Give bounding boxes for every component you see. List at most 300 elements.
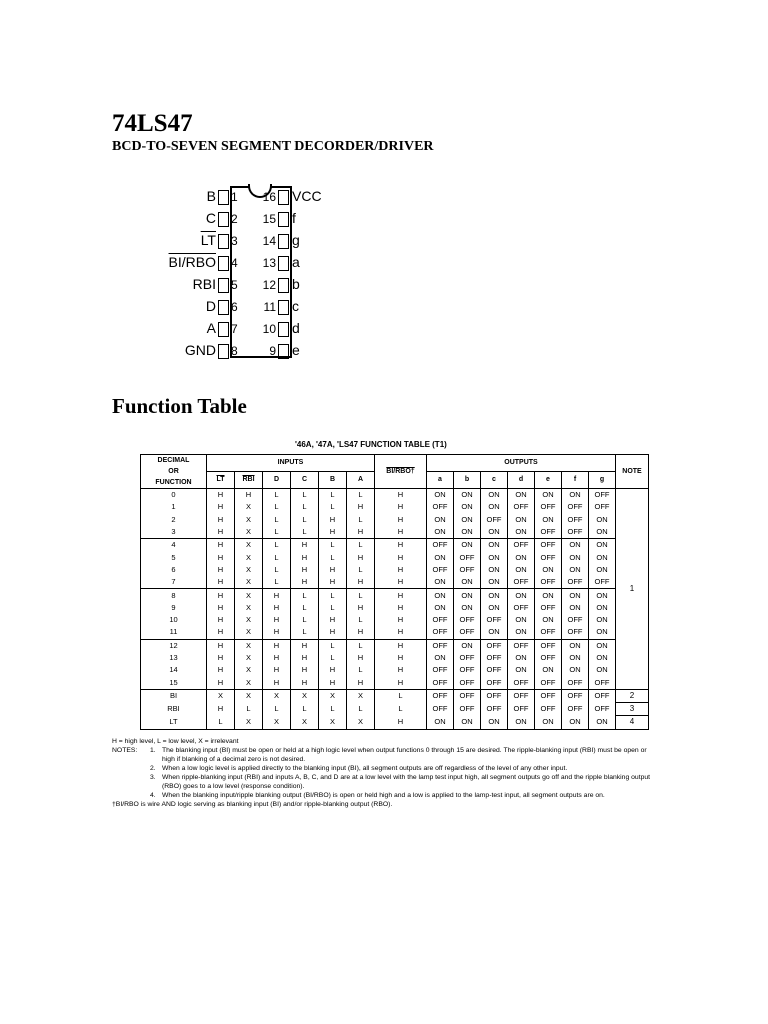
pin-box [278,234,289,249]
table-cell: ON [454,716,481,729]
table-cell: H [291,564,319,576]
pin-label: VCC [292,188,322,204]
bi-rbo-header: BI/RBO† [375,455,427,489]
pin-box [278,322,289,337]
table-cell: X [235,639,263,652]
table-cell: L [347,589,375,602]
table-cell: L [319,489,347,502]
pin-1 [150,188,244,205]
table-row [141,626,649,639]
table-row [141,676,649,689]
pin-box [218,190,229,205]
table-cell: L [263,703,291,716]
column-header: g [589,472,616,489]
column-header: C [291,472,319,489]
notes-label: NOTES: [112,747,138,754]
table-cell: OFF [562,501,589,513]
table-cell: H [291,676,319,689]
table-cell: X [235,514,263,526]
table-cell: ON [481,551,508,563]
table-cell: X [235,716,263,729]
table-cell: OFF [454,564,481,576]
table-cell: ON [589,652,616,664]
page-subtitle: BCD-TO-SEVEN SEGMENT DECORDER/DRIVER [112,139,434,154]
pin-number: 7 [231,322,238,336]
table-cell: OFF [454,676,481,689]
pin-box [278,190,289,205]
note-cell: 1 [616,489,649,690]
table-cell: H [375,602,427,614]
table-cell: ON [481,589,508,602]
pin-9 [258,342,358,359]
table-cell: 2 [141,514,207,526]
table-cell: L [263,526,291,539]
pin-number: 16 [262,190,276,204]
note-item [112,746,657,764]
table-cell: ON [589,614,616,626]
note-text: When ripple-blanking input (RBI) and inputs A, B, C, and D are at a low level with the lamp test input high, all segment outputs go off and the ripple blanking output (RBO) goes to a low level (response condition). [162,774,651,790]
table-cell: 6 [141,564,207,576]
pin-label: e [292,342,300,358]
table-row [141,526,649,539]
table-cell: X [207,689,235,702]
function-table-heading: Function Table [112,394,247,418]
table-cell: ON [481,716,508,729]
table-cell: L [319,501,347,513]
table-cell: OFF [481,664,508,676]
table-cell: OFF [562,526,589,539]
table-cell: OFF [562,514,589,526]
table-cell: X [235,564,263,576]
table-cell: OFF [562,614,589,626]
table-cell: 14 [141,664,207,676]
table-cell: H [207,664,235,676]
table-cell: OFF [454,614,481,626]
column-header: $\overline{RBI}$ [235,472,263,489]
table-cell: H [207,703,235,716]
table-cell: ON [427,589,454,602]
pin-number: 2 [231,212,238,226]
function-table-title: '46A, '47A, 'LS47 FUNCTION TABLE (T1) [295,440,447,449]
table-cell: L [263,514,291,526]
pin-8 [150,342,244,359]
table-cell: 4 [141,539,207,552]
table-row [141,514,649,526]
table-cell: H [375,716,427,729]
note-header: NOTE [616,455,649,489]
table-cell: ON [508,489,535,502]
table-cell: H [347,602,375,614]
table-row [141,539,649,552]
table-cell: L [347,489,375,502]
table-cell: OFF [454,652,481,664]
table-cell: L [291,514,319,526]
column-header: D [263,472,291,489]
column-header: f [562,472,589,489]
table-cell: ON [481,539,508,552]
table-cell: ON [427,652,454,664]
table-cell: X [235,589,263,602]
table-cell: OFF [481,652,508,664]
pin-label: D [205,298,216,314]
table-cell: 7 [141,576,207,589]
table-cell: H [375,664,427,676]
table-cell: H [375,514,427,526]
note-text: The blanking input (BI) must be open or held at a high logic level when output functions 0 through 15 are desired. The ripple-blanking input (RBI) must be open or high if blanking of a decimal zero is not desired. [162,747,647,763]
table-cell: H [375,489,427,502]
table-cell: OFF [427,539,454,552]
table-cell: H [375,652,427,664]
table-cell: OFF [562,576,589,589]
table-cell: H [207,526,235,539]
table-row [141,664,649,676]
table-cell: H [347,526,375,539]
table-cell: L [319,602,347,614]
pin-5 [150,276,244,293]
pin-number: 5 [231,278,238,292]
table-cell: OFF [427,676,454,689]
table-cell: ON [562,564,589,576]
table-row [141,589,649,602]
table-cell: ON [589,539,616,552]
table-cell: X [235,551,263,563]
table-cell: ON [454,501,481,513]
table-cell: H [291,576,319,589]
table-cell: OFF [508,689,535,702]
table-cell: OFF [427,689,454,702]
table-row [141,614,649,626]
table-cell: X [235,602,263,614]
table-cell: OFF [535,676,562,689]
table-cell: X [235,526,263,539]
table-cell: OFF [427,501,454,513]
note-text: When a low logic level is applied directly to the blanking input (BI), all segment outputs are off regardless of the level of any other input. [162,765,568,772]
table-cell: L [347,614,375,626]
pin-label: RBI [192,276,216,292]
pin-7 [150,320,244,337]
table-cell: ON [589,564,616,576]
table-cell: OFF [589,576,616,589]
table-cell: OFF [508,539,535,552]
table-cell: X [263,716,291,729]
table-cell: 15 [141,676,207,689]
table-cell: L [263,489,291,502]
table-cell: H [207,676,235,689]
table-cell: OFF [508,676,535,689]
table-cell: H [207,514,235,526]
table-cell: H [319,514,347,526]
table-cell: OFF [535,689,562,702]
table-row [141,652,649,664]
table-cell: X [235,626,263,639]
table-cell: H [207,501,235,513]
table-cell: ON [562,652,589,664]
table-cell: OFF [454,689,481,702]
table-cell: H [263,626,291,639]
table-cell: H [375,539,427,552]
table-cell: OFF [427,614,454,626]
table-cell: H [263,614,291,626]
table-cell: H [375,564,427,576]
table-cell: OFF [535,626,562,639]
table-cell: L [347,703,375,716]
pin-box [218,212,229,227]
table-cell: OFF [535,501,562,513]
table-cell: L [319,551,347,563]
table-cell: ON [508,564,535,576]
pin-label: $\overline{LT}$ [200,232,216,248]
table-cell: OFF [508,703,535,716]
table-cell: H [375,676,427,689]
table-cell: H [291,652,319,664]
note-item [112,764,657,773]
table-cell: ON [535,589,562,602]
table-cell: 13 [141,652,207,664]
pin-box [278,344,289,359]
table-row [141,639,649,652]
table-cell: X [319,689,347,702]
table-cell: H [207,602,235,614]
table-cell: L [319,652,347,664]
inputs-header: INPUTS [207,455,375,472]
table-cell: ON [562,716,589,729]
column-header: B [319,472,347,489]
table-cell: ON [508,664,535,676]
table-cell: ON [562,551,589,563]
table-cell: BI [141,689,207,702]
table-cell: X [235,539,263,552]
table-cell: H [375,501,427,513]
table-cell: H [375,576,427,589]
table-cell: L [319,539,347,552]
table-cell: 1 [141,501,207,513]
table-cell: OFF [535,602,562,614]
table-cell: ON [454,514,481,526]
table-cell: H [263,652,291,664]
table-cell: H [263,589,291,602]
pin-label: f [292,210,296,226]
table-cell: H [375,626,427,639]
table-cell: H [319,664,347,676]
table-cell: H [263,664,291,676]
pin-label: b [292,276,300,292]
table-cell: X [319,716,347,729]
table-cell: ON [508,514,535,526]
table-row [141,602,649,614]
table-cell: OFF [427,639,454,652]
table-cell: ON [454,602,481,614]
table-cell: L [291,489,319,502]
note-item [112,773,657,791]
table-cell: X [347,689,375,702]
table-cell: ON [481,576,508,589]
table-cell: H [291,539,319,552]
table-cell: X [291,689,319,702]
table-cell: L [291,526,319,539]
table-cell: 10 [141,614,207,626]
table-cell: ON [481,626,508,639]
table-cell: OFF [427,626,454,639]
pin-number: 8 [231,344,238,358]
pin-number: 15 [262,212,276,226]
pin-number: 14 [262,234,276,248]
table-cell: L [319,703,347,716]
table-cell: ON [508,716,535,729]
table-cell: H [263,639,291,652]
table-cell: OFF [427,664,454,676]
table-cell: H [319,576,347,589]
table-cell: L [347,639,375,652]
note-number: 3. [150,774,156,781]
table-cell: 3 [141,526,207,539]
pin-3 [150,232,244,249]
column-header: c [481,472,508,489]
table-cell: H [375,639,427,652]
pin-14 [258,232,358,249]
table-cell: H [319,564,347,576]
table-cell: X [235,652,263,664]
table-cell: ON [535,716,562,729]
table-cell: L [347,664,375,676]
table-cell: ON [427,489,454,502]
table-cell: ON [508,626,535,639]
table-cell: ON [589,514,616,526]
pin-label: a [292,254,300,270]
table-cell: ON [535,664,562,676]
table-row [141,489,649,502]
table-cell: OFF [535,526,562,539]
table-cell: 5 [141,551,207,563]
note-number: 2. [150,765,156,772]
table-cell: ON [481,526,508,539]
table-row [141,564,649,576]
pin-label: d [292,320,300,336]
pin-number: 4 [231,256,238,270]
table-cell: H [207,489,235,502]
table-cell: H [375,589,427,602]
footnote: †BI/RBO is wire AND logic serving as blanking input (BI) and/or ripple-blanking output (RBO). [112,801,393,808]
pin-box [278,256,289,271]
table-cell: L [263,564,291,576]
table-cell: H [347,501,375,513]
table-cell: ON [508,551,535,563]
table-cell: ON [562,664,589,676]
table-cell: L [319,589,347,602]
table-cell: ON [589,626,616,639]
table-cell: ON [427,602,454,614]
level-legend: H = high level, L = low level, X = irrelevant [112,738,239,745]
pin-number: 9 [269,344,276,358]
table-cell: L [375,689,427,702]
table-cell: LT [141,716,207,729]
table-cell: OFF [454,664,481,676]
table-cell: L [291,602,319,614]
table-row [141,689,649,702]
note-text: When the blanking input/ripple blanking output (BI/RBO) is open or held high and a low is applied to the lamp-test input, all segment outputs are on. [162,792,605,799]
table-cell: H [207,551,235,563]
table-cell: OFF [589,489,616,502]
pin-13 [258,254,358,271]
table-cell: X [235,614,263,626]
pin-11 [258,298,358,315]
pin-label: C [205,210,216,226]
pin-number: 1 [231,190,238,204]
table-cell: OFF [562,689,589,702]
page-title: 74LS47 [112,110,193,137]
table-cell: H [375,551,427,563]
pin-box [218,344,229,359]
table-cell: OFF [481,639,508,652]
table-cell: L [291,589,319,602]
table-cell: ON [427,551,454,563]
table-cell: H [207,626,235,639]
table-row [141,703,649,716]
pin-box [278,300,289,315]
table-cell: ON [454,539,481,552]
table-cell: OFF [535,539,562,552]
table-cell: H [263,676,291,689]
pin-label: B [206,188,216,204]
table-cell: H [207,652,235,664]
column-header: e [535,472,562,489]
table-cell: ON [454,526,481,539]
outputs-header: OUTPUTS [427,455,616,472]
note-cell: 2 [616,689,649,702]
table-cell: L [235,703,263,716]
pin-box [278,212,289,227]
table-cell: ON [589,551,616,563]
pin-4 [150,254,244,271]
table-cell: L [263,576,291,589]
table-cell: ON [535,564,562,576]
table-cell: H [291,639,319,652]
table-cell: X [235,501,263,513]
table-row [141,501,649,513]
pin-number: 3 [231,234,238,248]
table-cell: OFF [481,614,508,626]
notes-section [112,737,657,809]
table-cell: OFF [589,689,616,702]
table-cell: ON [454,576,481,589]
table-cell: H [263,602,291,614]
table-cell: ON [481,602,508,614]
table-cell: RBI [141,703,207,716]
table-cell: ON [454,589,481,602]
pin-box [218,300,229,315]
table-cell: X [291,716,319,729]
pin-15 [258,210,358,227]
table-cell: H [235,489,263,502]
table-cell: H [319,614,347,626]
table-cell: H [207,539,235,552]
table-cell: OFF [427,703,454,716]
pin-label: BI/RBO [168,254,216,270]
table-row [141,716,649,729]
table-cell: OFF [508,576,535,589]
pin-number: 12 [262,278,276,292]
pin-box [218,278,229,293]
table-cell: OFF [589,676,616,689]
pin-box [218,256,229,271]
column-header: d [508,472,535,489]
table-cell: L [291,703,319,716]
pin-16 [258,188,358,205]
table-cell: ON [589,602,616,614]
table-cell: ON [589,589,616,602]
table-row [141,576,649,589]
table-cell: OFF [454,551,481,563]
note-item [112,791,657,800]
